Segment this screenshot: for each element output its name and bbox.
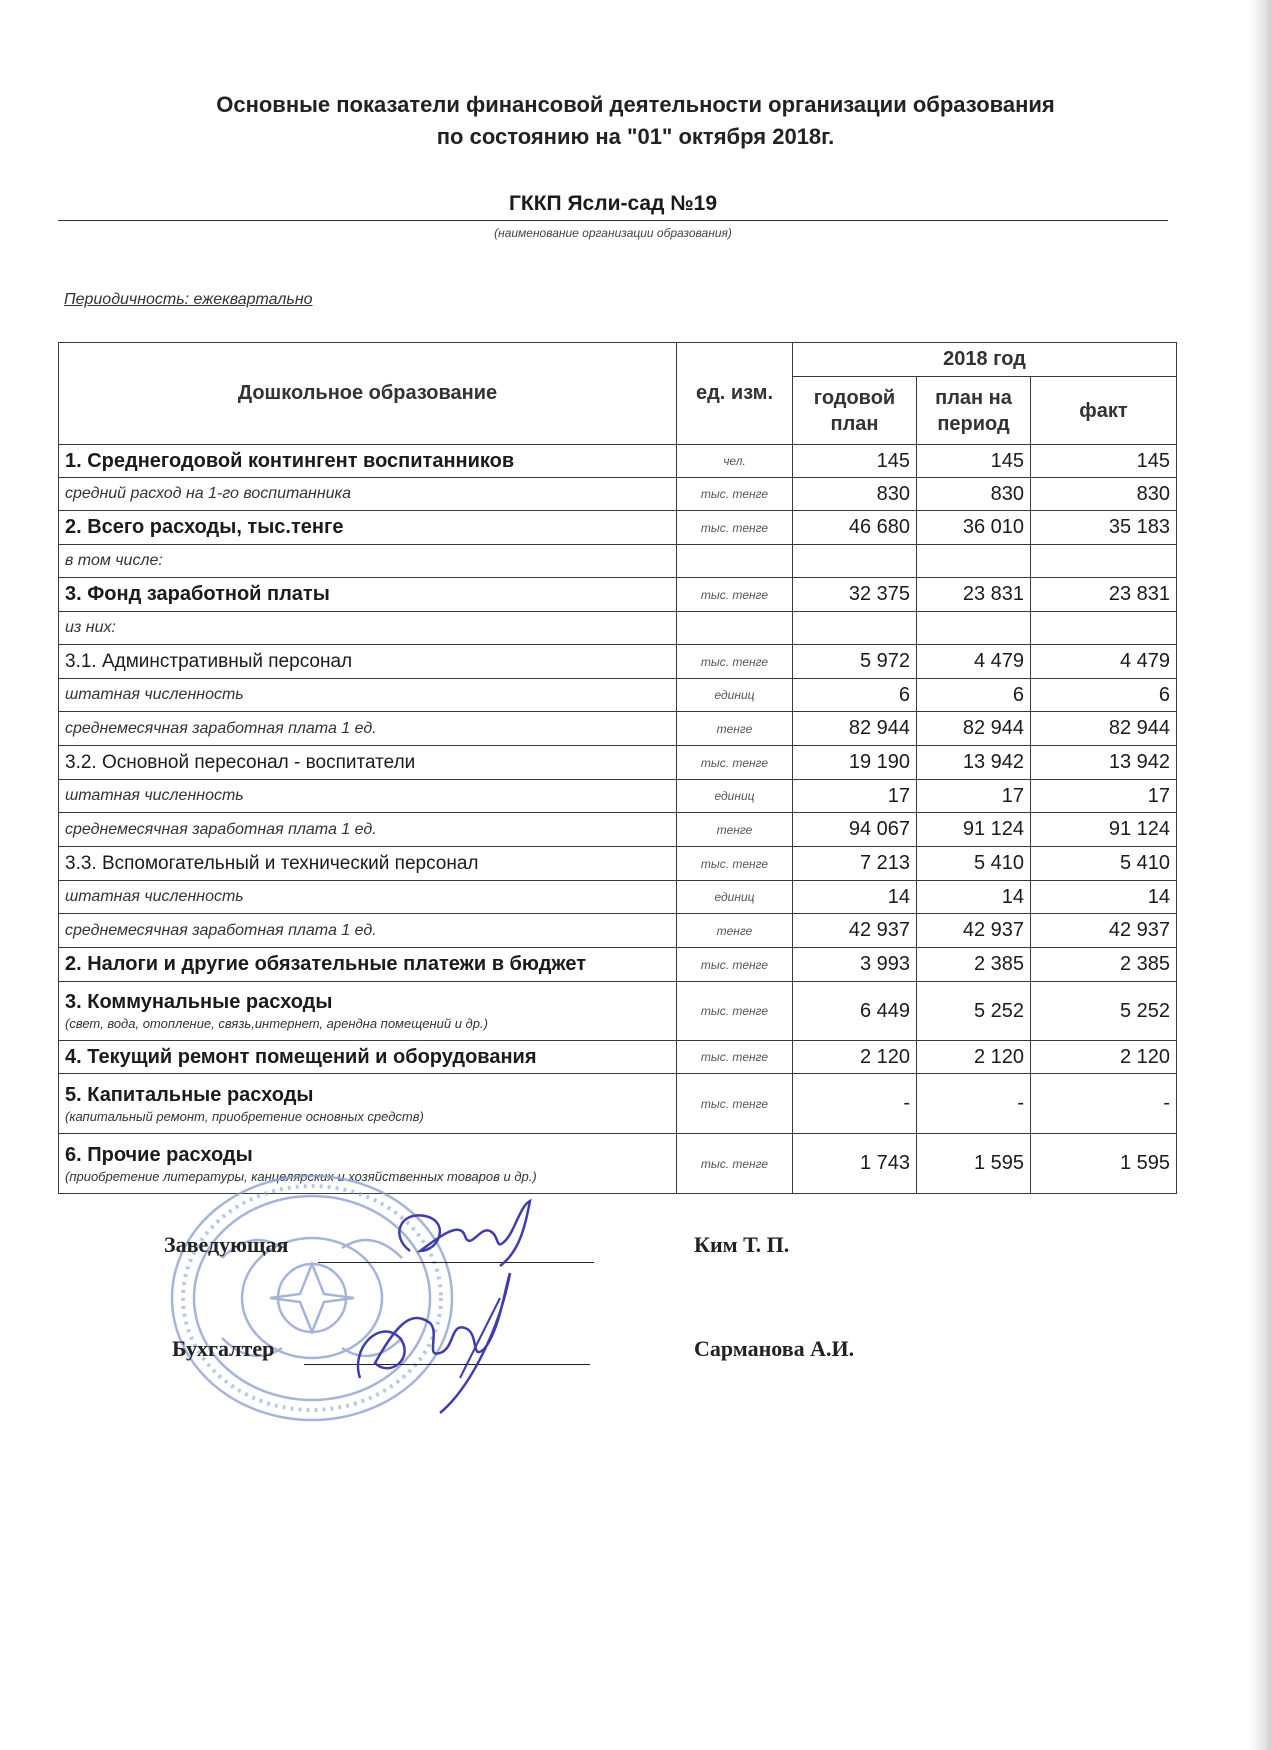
table-row [59,813,1177,847]
header-unit: ед. изм. [677,343,793,445]
row-unit [677,612,793,645]
row-period: 4 479 [917,645,1031,679]
header-period-plan: план на период [917,377,1031,445]
row-fact: - [1031,1074,1177,1134]
header-annual-plan: годовой план [793,377,917,445]
row-period: 23 831 [917,578,1031,612]
row-fact: 830 [1031,478,1177,511]
row-period: 42 937 [917,914,1031,948]
row-fact: 82 944 [1031,712,1177,746]
row-annual: 145 [793,445,917,478]
row-unit: тыс. тенге [677,1074,793,1134]
row-label: среднемесячная заработная плата 1 ед. [59,813,677,847]
row-annual: 3 993 [793,948,917,982]
row-annual: 6 [793,679,917,712]
accountant-signature-icon [340,1268,530,1418]
row-period: 2 120 [917,1041,1031,1074]
table-row [59,780,1177,813]
accountant-title: Бухгалтер [172,1336,275,1361]
row-period: 17 [917,780,1031,813]
row-label: 3.2. Основной пересонал - воспитатели [59,746,677,780]
table-row [59,948,1177,982]
row-unit: тыс. тенге [677,511,793,545]
row-unit [677,545,793,578]
row-fact [1031,612,1177,645]
row-fact: 5 410 [1031,847,1177,881]
row-fact: 14 [1031,881,1177,914]
row-annual: 42 937 [793,914,917,948]
row-annual: 7 213 [793,847,917,881]
row-label: 5. Капитальные расходы [65,1083,314,1106]
row-period: 13 942 [917,746,1031,780]
row-fact: 4 479 [1031,645,1177,679]
document-subtitle-date: по состоянию на "01" октября 2018г. [436,124,835,149]
row-period: 830 [917,478,1031,511]
row-label: в том числе: [59,545,677,578]
row-label: из них: [59,612,677,645]
head-signature-icon [380,1196,550,1276]
row-fact: 6 [1031,679,1177,712]
table-row [59,914,1177,948]
row-annual: 32 375 [793,578,917,612]
row-period: - [917,1074,1031,1134]
row-annual: 17 [793,780,917,813]
header-section: Дошкольное образование [59,343,677,445]
row-period: 14 [917,881,1031,914]
row-label: штатная численность [59,679,677,712]
table-row [59,478,1177,511]
row-annual [793,545,917,578]
row-label: средний расход на 1-го воспитанника [59,478,677,511]
table-row [59,881,1177,914]
table-row [59,746,1177,780]
row-unit: единиц [677,881,793,914]
table-row [59,847,1177,881]
row-fact: 1 595 [1031,1134,1177,1194]
row-label: 3. Фонд заработной платы [59,578,677,612]
row-annual: 2 120 [793,1041,917,1074]
row-unit: тыс. тенге [677,1041,793,1074]
row-unit: единиц [677,780,793,813]
row-period [917,612,1031,645]
row-annual: 19 190 [793,746,917,780]
head-name: Ким Т. П. [694,1232,790,1257]
row-label: 6. Прочие расходы [65,1143,253,1166]
table-row [59,545,1177,578]
row-label: 4. Текущий ремонт помещений и оборудования [59,1041,677,1074]
row-annual: 82 944 [793,712,917,746]
row-unit: тенге [677,813,793,847]
row-unit: тыс. тенге [677,948,793,982]
row-fact: 35 183 [1031,511,1177,545]
row-period: 5 410 [917,847,1031,881]
row-period: 91 124 [917,813,1031,847]
organization-name: ГККП Ясли-сад №19 [58,192,1168,221]
head-title: Заведующая [164,1232,289,1257]
row-unit: чел. [677,445,793,478]
row-sublabel: (свет, вода, отопление, связь,интернет, арендна помещений и др.) [65,1016,488,1031]
document-title: Основные показатели финансовой деятельности организации образования [216,92,1055,117]
row-label-cell [59,1074,677,1134]
row-period [917,545,1031,578]
scan-page-edge [1249,0,1271,1750]
row-unit: единиц [677,679,793,712]
table-row [59,1041,1177,1074]
row-unit: тыс. тенге [677,645,793,679]
accountant-name: Сарманова А.И. [694,1336,855,1361]
row-annual [793,612,917,645]
row-label: 2. Налоги и другие обязательные платежи в бюджет [59,948,677,982]
row-label: среднемесячная заработная плата 1 ед. [59,712,677,746]
organization-caption: (наименование организации образования) [494,226,732,240]
table-row [59,645,1177,679]
row-period: 82 944 [917,712,1031,746]
table-row [59,679,1177,712]
row-fact: 42 937 [1031,914,1177,948]
row-sublabel: (капитальный ремонт, приобретение основных средств) [65,1108,424,1124]
row-unit: тыс. тенге [677,746,793,780]
row-label: 3. Коммунальные расходы [65,991,333,1013]
row-label: 1. Среднегодовой контингент воспитанников [59,445,677,478]
row-unit: тенге [677,914,793,948]
row-label: среднемесячная заработная плата 1 ед. [59,914,677,948]
row-unit: тыс. тенге [677,1134,793,1194]
table-row [59,712,1177,746]
row-annual: 830 [793,478,917,511]
row-annual: - [793,1074,917,1134]
row-sublabel: (приобретение литературы, канцелярских и хозяйственных товаров и др.) [65,1168,537,1184]
table-row [59,982,1177,1041]
row-unit: тыс. тенге [677,478,793,511]
row-annual: 1 743 [793,1134,917,1194]
row-fact [1031,545,1177,578]
row-label: 3.3. Вспомогательный и технический персонал [59,847,677,881]
row-label: 3.1. Админстративный персонал [59,645,677,679]
row-fact: 17 [1031,780,1177,813]
row-label-cell [59,982,677,1041]
row-fact: 145 [1031,445,1177,478]
row-unit: тенге [677,712,793,746]
table-row [59,445,1177,478]
row-unit: тыс. тенге [677,578,793,612]
row-fact: 23 831 [1031,578,1177,612]
row-label: штатная численность [59,780,677,813]
row-label: 2. Всего расходы, тыс.тенге [59,511,677,545]
row-unit: тыс. тенге [677,982,793,1041]
table-row [59,511,1177,545]
row-annual: 94 067 [793,813,917,847]
financial-indicators-table [58,342,1177,1194]
row-annual: 46 680 [793,511,917,545]
periodicity-label: Периодичность: ежеквартально [64,291,313,308]
row-period: 145 [917,445,1031,478]
table-row [59,1074,1177,1134]
row-annual: 14 [793,881,917,914]
row-fact: 91 124 [1031,813,1177,847]
row-fact: 13 942 [1031,746,1177,780]
table-row [59,612,1177,645]
header-year: 2018 год [793,343,1177,377]
row-period: 36 010 [917,511,1031,545]
row-annual: 5 972 [793,645,917,679]
row-period: 5 252 [917,982,1031,1041]
row-annual: 6 449 [793,982,917,1041]
row-fact: 5 252 [1031,982,1177,1041]
row-period: 1 595 [917,1134,1031,1194]
row-label: штатная численность [59,881,677,914]
row-period: 6 [917,679,1031,712]
header-fact: факт [1031,377,1177,445]
row-fact: 2 385 [1031,948,1177,982]
row-period: 2 385 [917,948,1031,982]
row-fact: 2 120 [1031,1041,1177,1074]
row-unit: тыс. тенге [677,847,793,881]
table-row [59,578,1177,612]
